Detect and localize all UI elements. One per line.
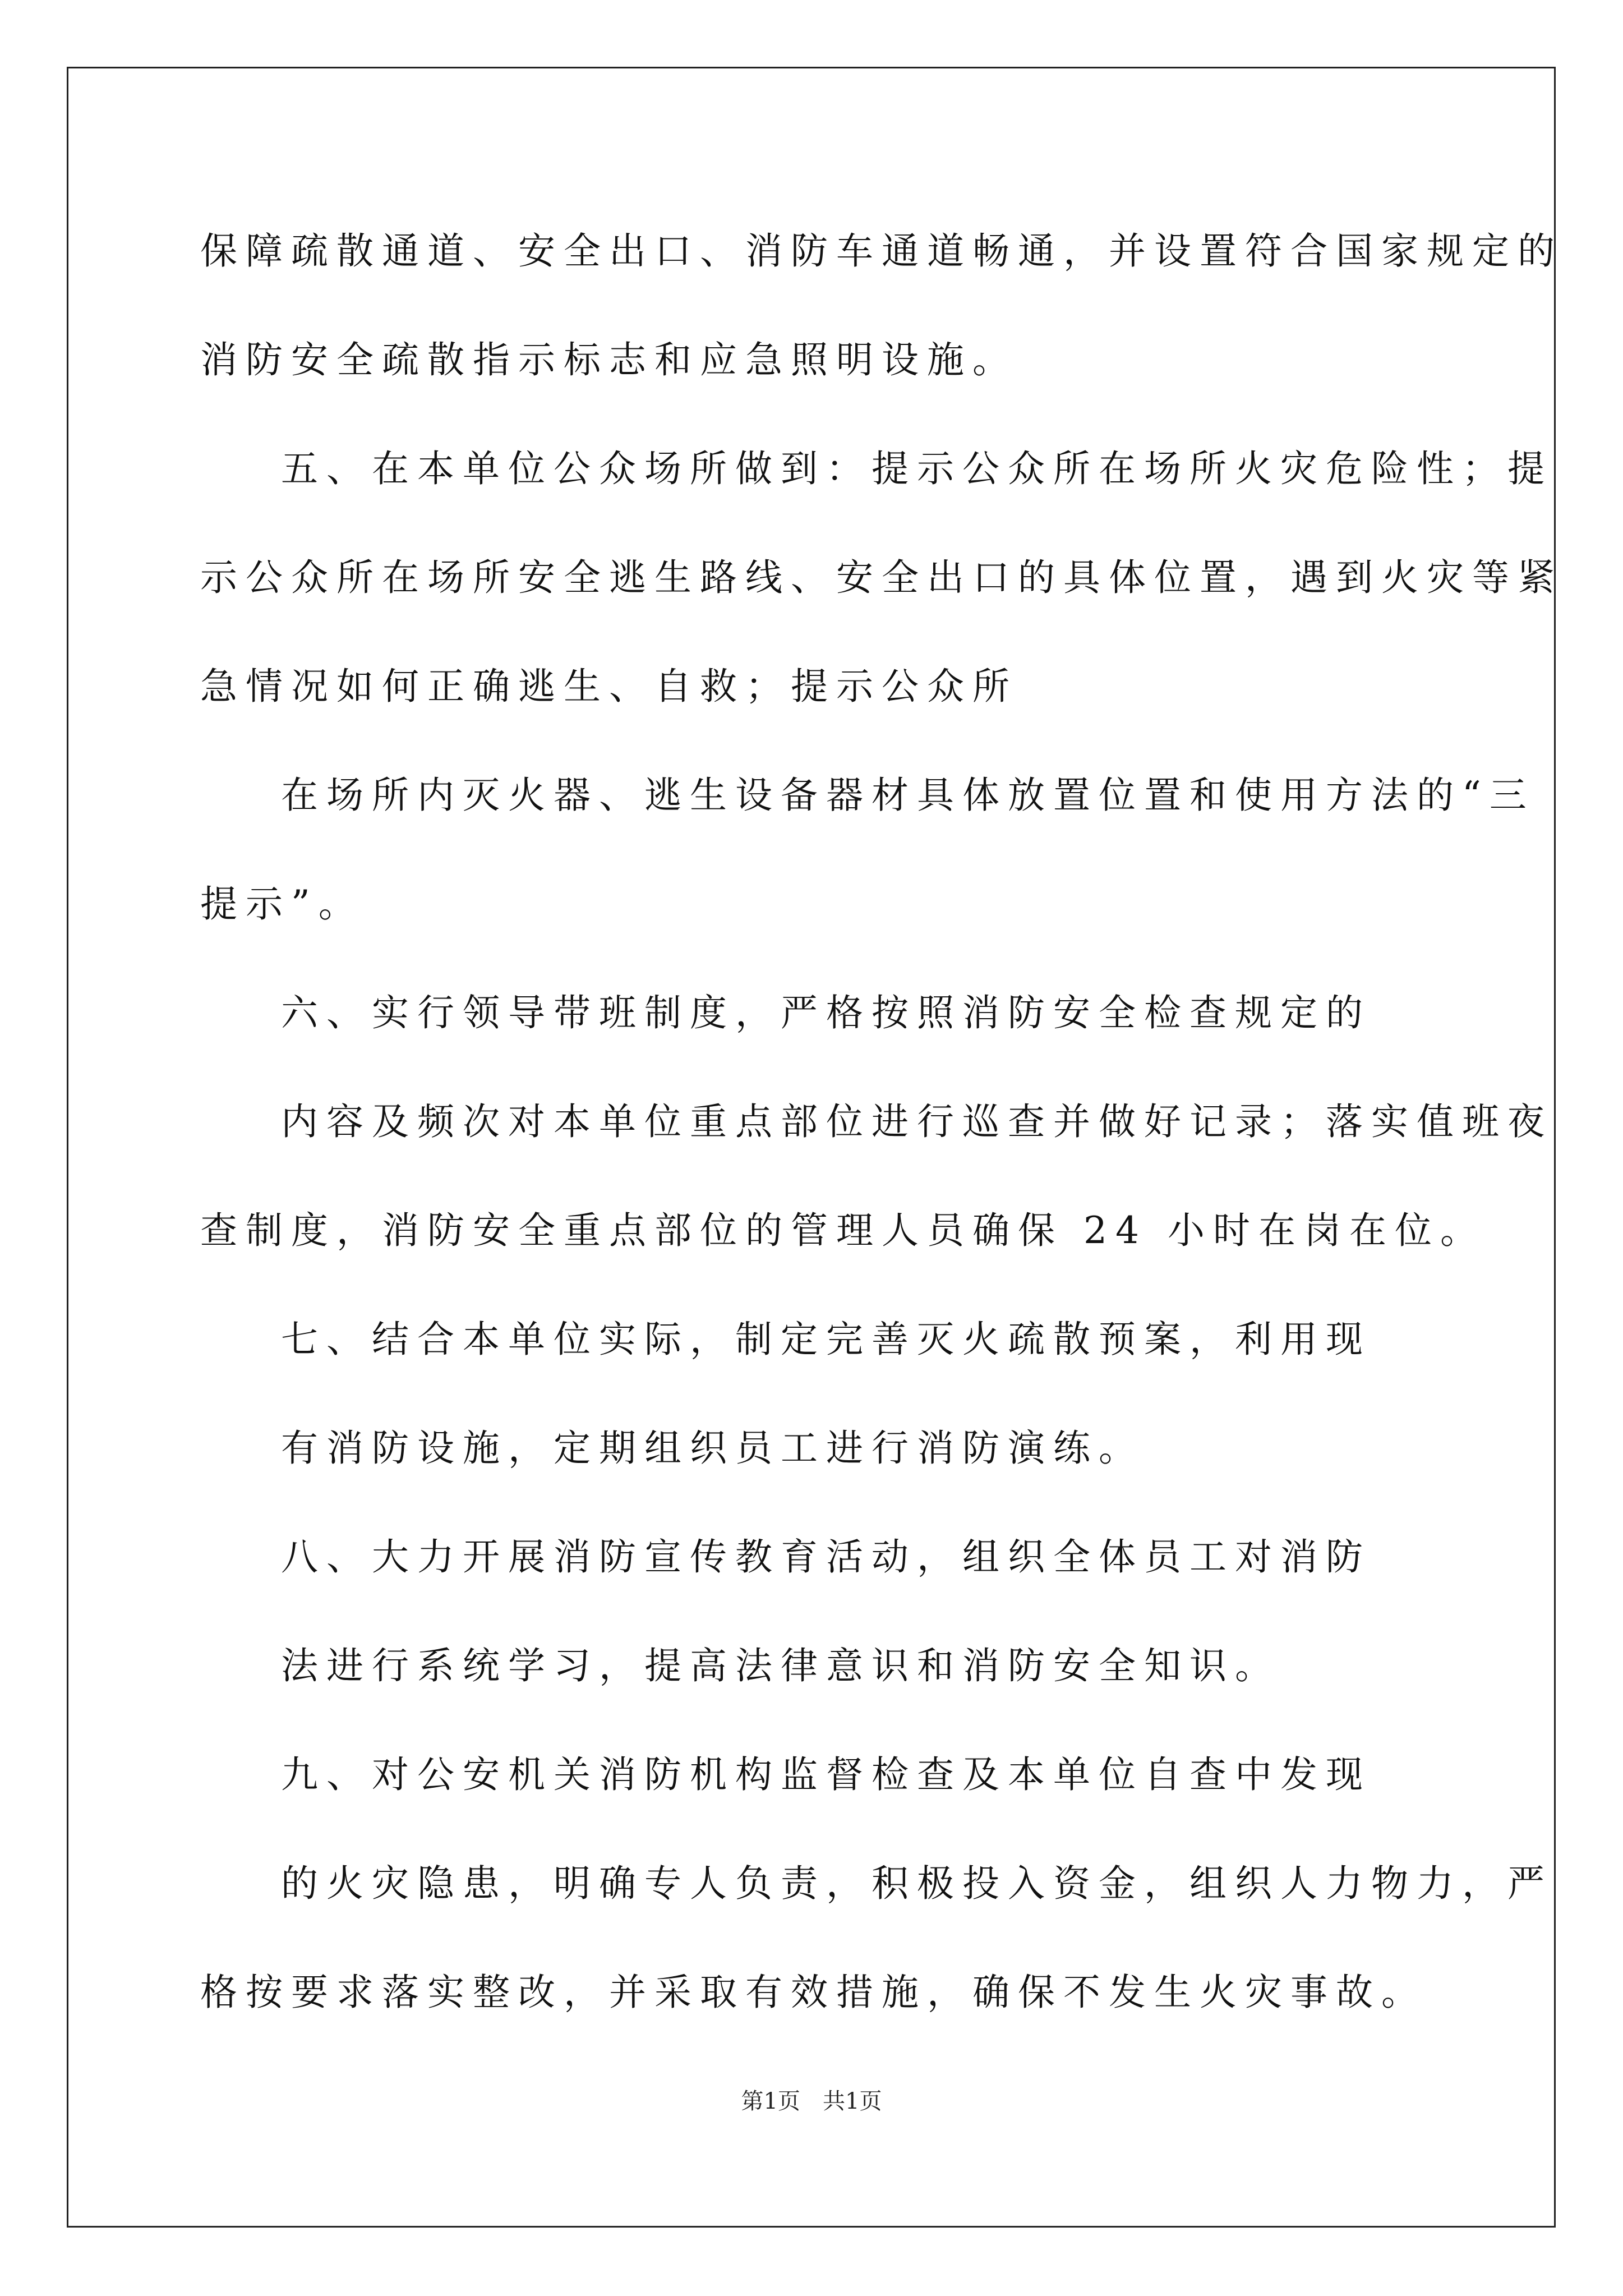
text-line: 五、在本单位公众场所做到：提示公众所在场所火灾危险性；提 — [281, 447, 1553, 490]
text-line: 在场所内灭火器、逃生设备器材具体放置位置和使用方法的“三 — [281, 774, 1535, 817]
text-line: 法进行系统学习，提高法律意识和消防安全知识。 — [281, 1644, 1280, 1687]
page-number-footer: 第1页 共1页 — [741, 2088, 882, 2114]
text-line: 查制度，消防安全重点部位的管理人员确保 24 小时在岗在位。 — [200, 1209, 1486, 1252]
text-line: 六、实行领导带班制度，严格按照消防安全检查规定的 — [281, 991, 1371, 1034]
text-line: 提示”。 — [200, 882, 364, 926]
text-line: 九、对公安机关消防机构监督检查及本单位自查中发现 — [281, 1753, 1371, 1796]
text-line: 消防安全疏散指示标志和应急照明设施。 — [200, 338, 1018, 381]
text-line: 急情况如何正确逃生、自救；提示公众所 — [200, 665, 1018, 708]
text-line: 格按要求落实整改，并采取有效措施，确保不发生火灾事故。 — [200, 1971, 1427, 2014]
text-line: 保障疏散通道、安全出口、消防车通道畅通，并设置符合国家规定的 — [200, 229, 1563, 273]
text-line: 七、结合本单位实际，制定完善灭火疏散预案，利用现 — [281, 1318, 1371, 1361]
text-line: 示公众所在场所安全逃生路线、安全出口的具体位置，遇到火灾等紧 — [200, 556, 1563, 599]
document-body — [200, 219, 1563, 2069]
text-line: 的火灾隐患，明确专人负责，积极投入资金，组织人力物力，严 — [281, 1862, 1553, 1905]
text-line: 八、大力开展消防宣传教育活动，组织全体员工对消防 — [281, 1535, 1371, 1579]
text-line: 内容及频次对本单位重点部位进行巡查并做好记录；落实值班夜 — [281, 1100, 1553, 1143]
text-line: 有消防设施，定期组织员工进行消防演练。 — [281, 1427, 1144, 1470]
